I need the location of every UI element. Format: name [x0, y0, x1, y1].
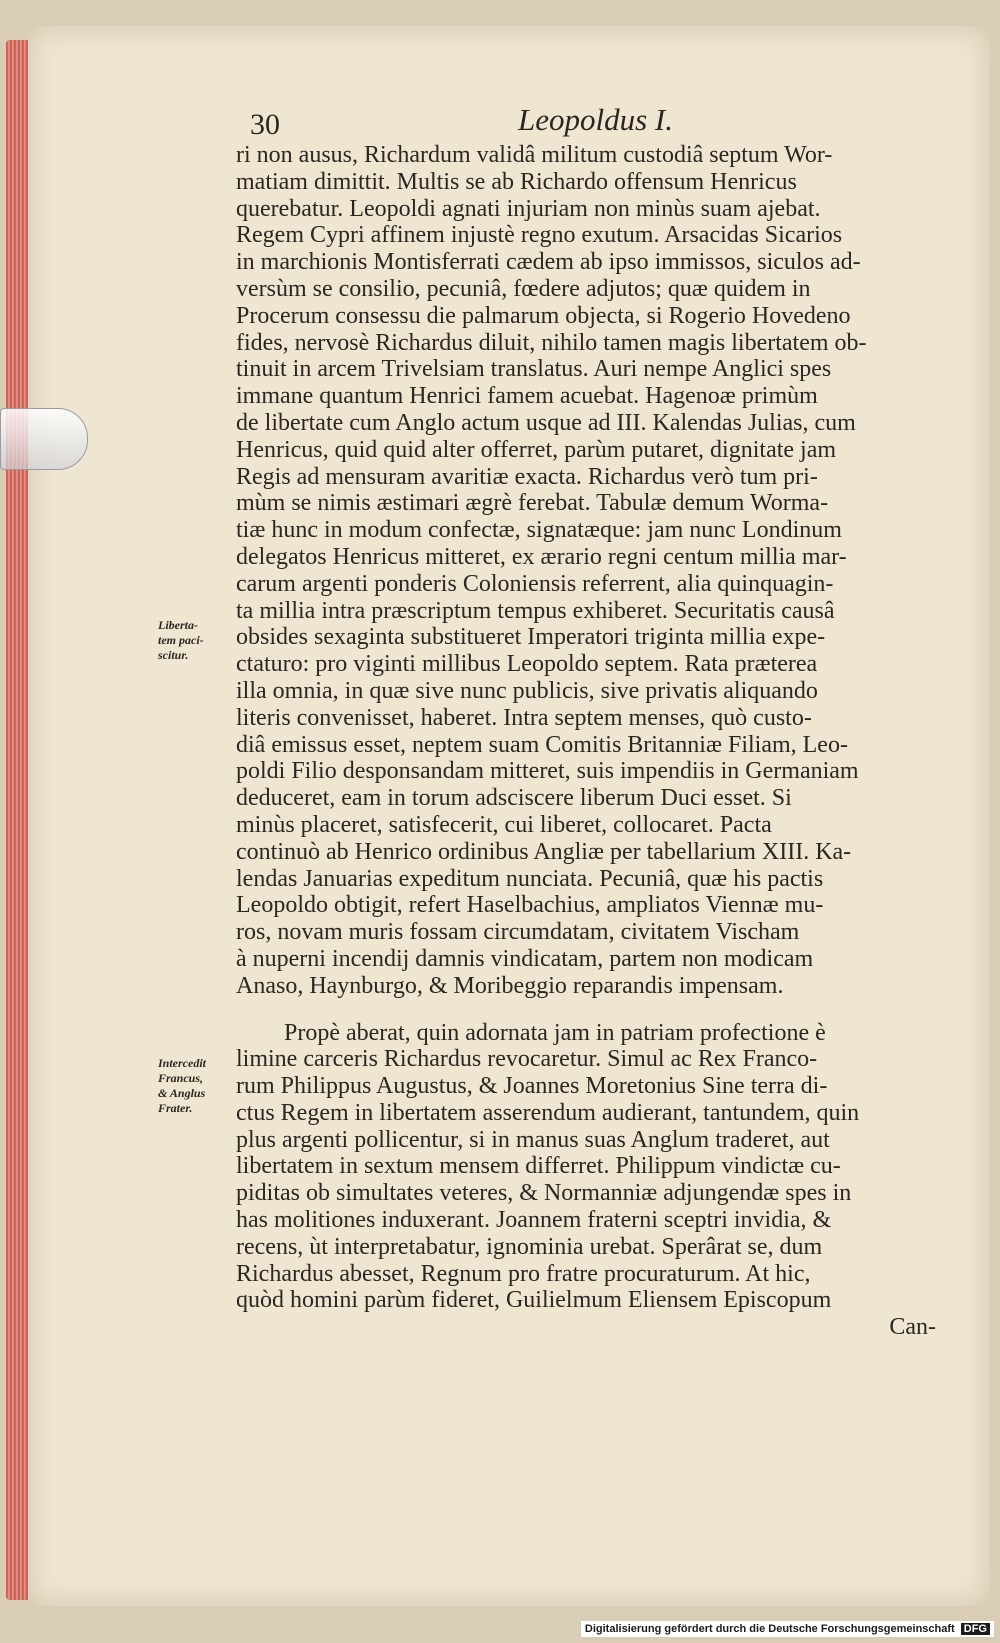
text-line: ri non ausus, Richardum validâ militum custodiâ septum Wor-	[236, 142, 833, 168]
text-line: ctus Regem in libertatem asserendum audierant, tantundem, quin	[236, 1099, 860, 1126]
catchword: Can-	[889, 1314, 936, 1341]
text-line: tiæ hunc in modum confectæ, signatæque: jam nunc Londinum	[236, 517, 842, 544]
credit-text: Digitalisierung gefördert durch die Deutsche Forschungsgemeinschaft	[584, 1623, 955, 1635]
text-line: ta millia intra præscriptum tempus exhiberet. Securitatis causâ	[236, 597, 835, 624]
page-number: 30	[250, 108, 280, 141]
text-line: diâ emissus esset, neptem suam Comitis Britanniæ Filiam, Leo-	[236, 731, 848, 758]
text-line: continuò ab Henrico ordinibus Angliæ per tabellarium XIII. Ka-	[236, 838, 852, 865]
paragraph-gap	[236, 1000, 936, 1020]
page-header	[250, 102, 970, 142]
text-line: ctaturo: pro viginti millibus Leopoldo septem. Rata præterea	[236, 651, 818, 678]
text-line: rum Philippus Augustus, & Joannes Moretonius Sine terra di-	[236, 1073, 828, 1100]
text-line: matiam dimittit. Multis se ab Richardo offensum Henricus	[236, 168, 797, 195]
text-line: tinuit in arcem Trivelsiam translatus. Auri nempe Anglici spes	[236, 356, 832, 383]
text-line: obsides sexaginta substitueret Imperatori triginta millia expe-	[236, 624, 826, 651]
paragraph-1	[236, 142, 936, 1000]
text-line: has molitiones induxerant. Joannem fraterni sceptri invidia, &	[236, 1207, 832, 1234]
text-line: literis convenisset, haberet. Intra septem menses, quò custo-	[236, 704, 812, 731]
text-line: immane quantum Henrici famem acuebat. Hagenoæ primùm	[236, 383, 818, 410]
text-line: à nuperni incendij damnis vindicatam, partem non modicam	[236, 945, 814, 972]
text-line: recens, ùt interpretabatur, ignominia urebat. Sperârat se, dum	[236, 1233, 823, 1260]
text-line: Propè aberat, quin adornata jam in patriam profectione è	[284, 1019, 826, 1046]
digitization-credit	[581, 1621, 994, 1637]
text-line: ros, novam muris fossam circumdatam, civitatem Vischam	[236, 919, 800, 946]
text-line: minùs placeret, satisfecerit, cui liberet, collocaret. Pacta	[236, 811, 772, 838]
text-line: Anaso, Haynburgo, & Moribeggio reparandis impensam.	[236, 972, 784, 999]
text-line: mùm se nimis æstimari ægrè ferebat. Tabulæ demum Worma-	[236, 490, 829, 517]
body-text	[236, 142, 936, 1341]
text-line: deduceret, eam in torum adsciscere liberum Duci esset. Si	[236, 785, 792, 812]
text-line: Regis ad mensuram avaritiæ exacta. Richardus verò tum pri-	[236, 463, 818, 490]
paragraph-2	[236, 1020, 936, 1315]
text-line: Henricus, quid quid alter offerret, parùm putaret, dignitate jam	[236, 436, 837, 463]
text-line: plus argenti pollicentur, si in manus suas Anglum traderet, aut	[236, 1126, 830, 1153]
text-line: carum argenti ponderis Coloniensis referrent, alia quinquagin-	[236, 570, 834, 597]
dfg-logo: DFG	[961, 1623, 990, 1635]
text-line: limine carceris Richardus revocaretur. Simul ac Rex Franco-	[236, 1046, 818, 1073]
text-line: Leopoldo obtigit, refert Haselbachius, ampliatos Viennæ mu-	[236, 892, 824, 919]
text-line: libertatem in sextum mensem differret. Philippum vindictæ cu-	[236, 1153, 841, 1180]
text-line: de libertate cum Anglo actum usque ad III. Kalendas Julias, cum	[236, 409, 856, 436]
text-line: fides, nervosè Richardus diluit, nihilo tamen magis libertatem ob-	[236, 329, 867, 356]
text-line: in marchionis Montisferrati cædem ab ipso immissos, siculos ad-	[236, 249, 861, 276]
text-line: Richardus abesset, Regnum pro fratre procuraturum. At hic,	[236, 1260, 811, 1287]
running-title: Leopoldus I.	[518, 102, 673, 137]
text-line: lendas Januarias expeditum nunciata. Pecuniâ, quæ his pactis	[236, 865, 824, 892]
margin-note-intercedit: Intercedit Francus, & Anglus Frater.	[158, 1056, 206, 1115]
text-line: querebatur. Leopoldi agnati injuriam non minùs suam ajebat.	[236, 195, 821, 222]
text-line: Regem Cypri affinem injustè regno exutum. Arsacidas Sicarios	[236, 222, 843, 249]
margin-note-libertatem: Liberta- tem paci- scitur.	[158, 618, 204, 662]
bookmark-clip	[0, 408, 88, 470]
text-line: delegatos Henricus mitteret, ex ærario regni centum millia mar-	[236, 543, 847, 570]
text-line: illa omnia, in quæ sive nunc publicis, sive privatis aliquando	[236, 677, 818, 704]
text-line: quòd homini parùm fideret, Guilielmum Eliensem Episcopum	[236, 1287, 832, 1314]
text-line: versùm se consilio, pecuniâ, fœdere adjutos; quæ quidem in	[236, 275, 811, 302]
text-line: piditas ob simultates veteres, & Normanniæ adjungendæ spes in	[236, 1180, 852, 1207]
text-line: Procerum consessu die palmarum objecta, si Rogerio Hovedeno	[236, 302, 851, 329]
text-line: poldi Filio desponsandam mitteret, suis impendiis in Germaniam	[236, 758, 859, 785]
